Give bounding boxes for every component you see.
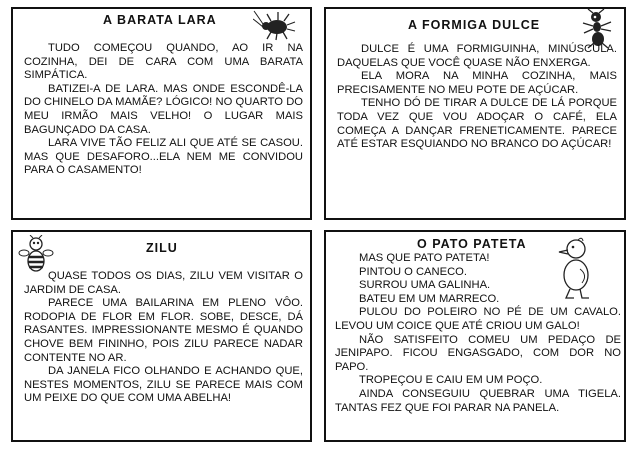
story-text [337,43,617,152]
story-paragraph: TENHO DÓ DE TIRAR A DULCE DE LÁ PORQUE TODA VEZ QUE VOU ADOÇAR O CAFÉ, ELA COMEÇA A DANÇAR FRENETICAMENTE. PARECE ATÉ ESTAR ESQUIANDO NO BRANCO DO AÇÚCAR! [337,97,617,151]
story-paragraph: AINDA CONSEGUIU QUEBRAR UMA TIGELA. TANTAS FEZ QUE FOI PARAR NA PANELA. [335,387,621,414]
story-line: BATEU EM UM MARRECO. [359,292,500,305]
story-paragraph: ELA MORA NA MINHA COZINHA, MAIS PRECISAMENTE NO MEU POTE DE AÇÚCAR. [337,70,617,96]
story-card-pato [324,230,626,442]
story-title: ZILU [146,241,178,255]
story-line: MAS QUE PATO PATETA! [359,252,490,264]
story-paragraph: DULCE É UMA FORMIGUINHA, MINÚSCULA. DAQUELAS QUE VOCÊ QUASE NÃO ENXERGA. [337,43,617,69]
cockroach-icon [253,9,297,41]
story-paragraph: BATIZEI-A DE LARA. MAS ONDE ESCONDÊ-LA DO CHINELO DA MAMÃE? LÓGICO! NO QUARTO DO MEU IRMÃO MAIS VELHO! O LUGAR MAIS BAGUNÇADO DA CASA. [24,82,303,136]
story-line: TROPEÇOU E CAIU EM UM POÇO. [359,374,543,387]
story-paragraph: PARECE UMA BAILARINA EM PLENO VÔO. RODOPIA DE FLOR EM FLOR. SOBE, DESCE, DÁ RASANTES. IMPRESSIONANTE MESMO É QUANDO CHOVE BEM FININHO, POIS ZILU PARECE NADAR CONTENTE NO AR. [24,297,303,364]
story-text [24,42,303,178]
story-paragraph: TUDO COMEÇOU QUANDO, AO IR NA COZINHA, DEI DE CARA COM UMA BARATA SIMPÁTICA. [24,42,303,82]
story-line: SURROU UMA GALINHA. [359,279,491,292]
story-text [335,252,621,415]
story-title: A FORMIGA DULCE [408,18,541,32]
story-card-zilu [11,230,312,442]
story-paragraph: PULOU DO POLEIRO NO PÉ DE UM CAVALO. LEVOU UM COICE QUE ATÉ CRIOU UM GALO! [335,306,621,332]
story-title: A BARATA LARA [103,13,217,27]
story-text [24,270,303,406]
story-card-barata [11,7,312,220]
story-line: PINTOU O CANECO. [359,265,467,278]
story-paragraph: LARA VIVE TÃO FELIZ ALI QUE ATÉ SE CASOU. MAS QUE DESAFORO...ELA NEM ME CONVIDOU PARA O CASAMENTO! [24,137,303,177]
story-card-formiga [324,7,626,220]
story-paragraph: DA JANELA FICO OLHANDO E ACHANDO QUE, NESTES MOMENTOS, ZILU SE PARECE MAIS COM UM PEIXE DO QUE COM UMA ABELHA! [24,365,303,405]
story-title: O PATO PATETA [417,237,527,251]
story-paragraph: QUASE TODOS OS DIAS, ZILU VEM VISITAR O JARDIM DE CASA. [24,270,303,296]
story-paragraph: NÃO SATISFEITO COMEU UM PEDAÇO DE JENIPAPO. FICOU ENGASGADO, COM DOR NO PAPO. [335,333,621,373]
bee-icon [18,235,54,275]
